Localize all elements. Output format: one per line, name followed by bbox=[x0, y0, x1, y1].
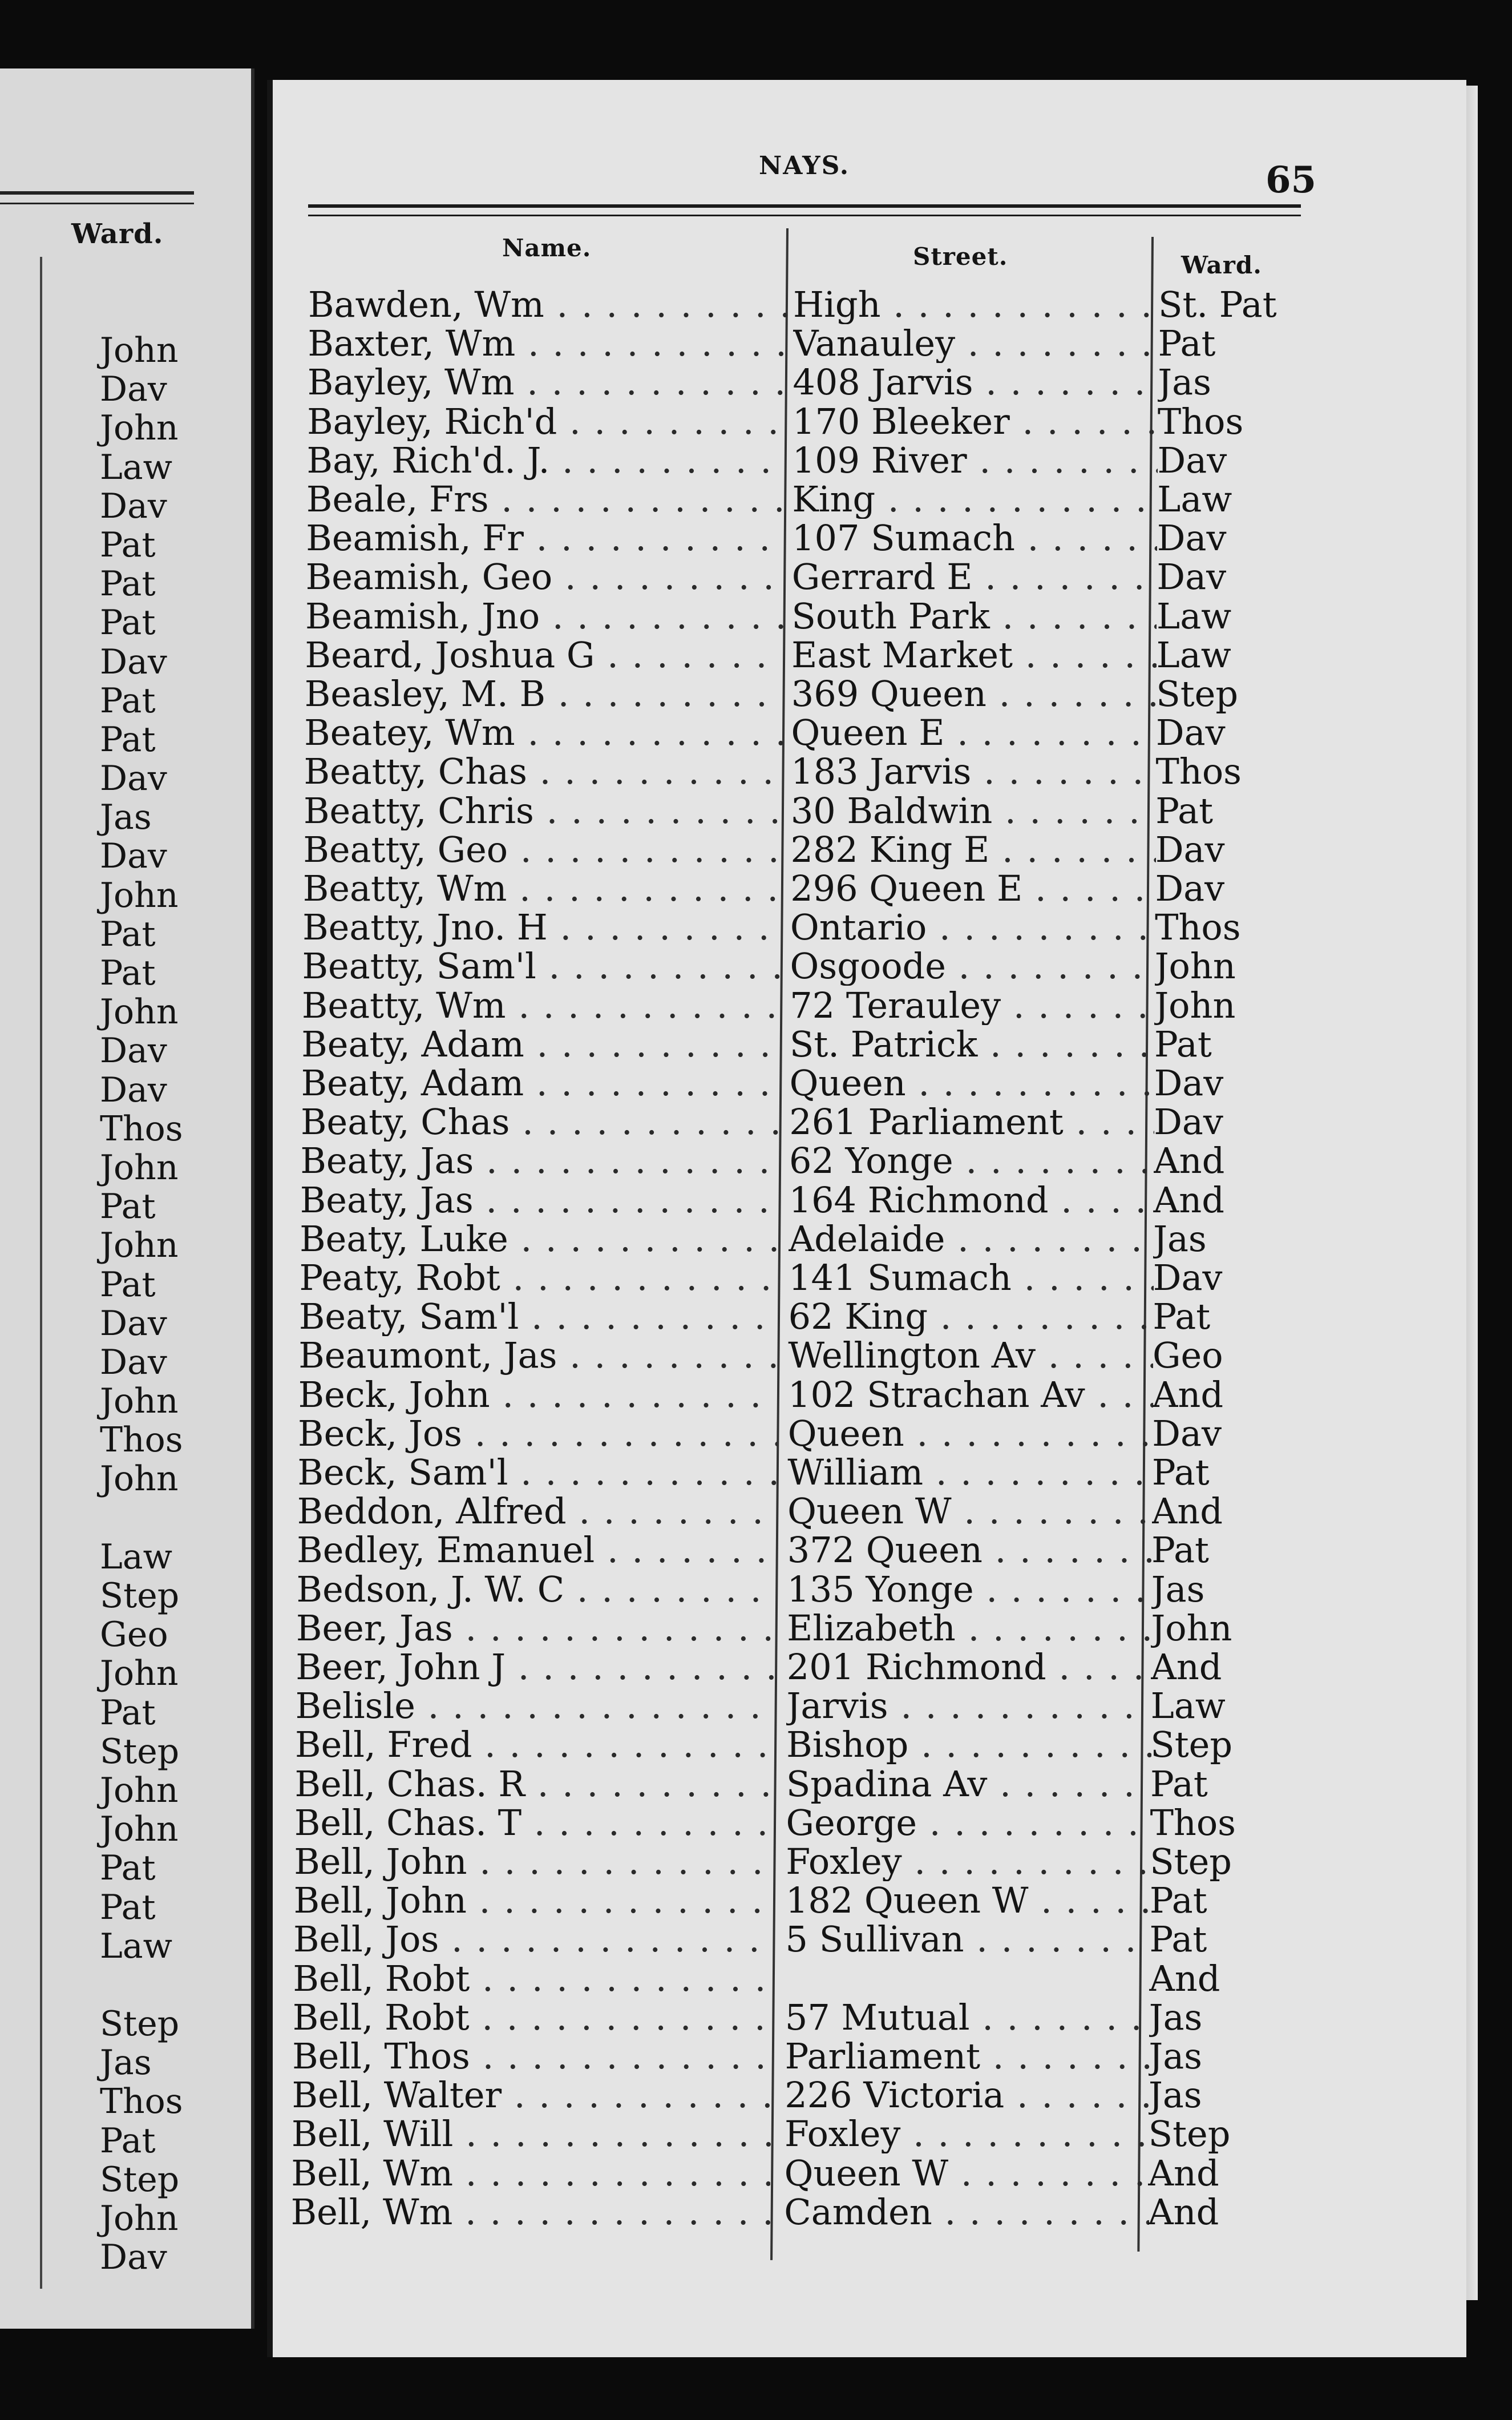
entry-street: Vanauley . . . bbox=[793, 324, 1158, 363]
entry-row bbox=[300, 1259, 1298, 1297]
entry-row bbox=[298, 1414, 1296, 1453]
entry-ward: Dav bbox=[1152, 1414, 1222, 1453]
entry-name: Bell, Robt . . . bbox=[293, 1959, 772, 1998]
entry-street: Foxley . . . bbox=[785, 2115, 1150, 2153]
entry-row bbox=[306, 519, 1304, 558]
entry-ward: Jas bbox=[1153, 1219, 1207, 1259]
entry-street: Queen W . . . bbox=[785, 2154, 1150, 2193]
entry-row bbox=[301, 1064, 1300, 1103]
left-header-rule bbox=[0, 191, 194, 204]
entry-ward: Geo bbox=[1153, 1336, 1223, 1376]
entry-row bbox=[305, 675, 1303, 713]
left-ward-item: John bbox=[100, 1225, 179, 1266]
left-ward-item: Pat bbox=[100, 680, 156, 721]
left-ward-item: Dav bbox=[100, 1303, 167, 1344]
entry-ward: Jas bbox=[1149, 2037, 1202, 2076]
entry-ward: Jas bbox=[1149, 1998, 1203, 2037]
entry-street: 62 King . . . bbox=[789, 1297, 1154, 1336]
entry-name: Beer, Jas . . . bbox=[296, 1609, 775, 1648]
entry-row bbox=[304, 713, 1303, 752]
entry-street: 170 Bleeker . . . bbox=[793, 402, 1158, 441]
entry-row bbox=[293, 1959, 1291, 1998]
entry-street: 282 King E . . . bbox=[791, 830, 1156, 869]
entry-row bbox=[293, 1920, 1292, 1959]
entry-street: 135 Yonge . . . bbox=[787, 1570, 1152, 1609]
entry-street: Foxley . . . bbox=[786, 1842, 1151, 1881]
entry-name: Bell, John . . . bbox=[294, 1881, 773, 1920]
entry-street: 164 Richmond . . . bbox=[789, 1181, 1154, 1220]
entry-street: Queen . . . bbox=[788, 1414, 1153, 1453]
entry-ward: Dav bbox=[1155, 713, 1226, 753]
header-rule bbox=[308, 204, 1301, 216]
entry-row bbox=[307, 441, 1305, 480]
entry-row bbox=[304, 792, 1302, 830]
left-ward-item: Pat bbox=[100, 564, 156, 604]
left-ward-item: Thos bbox=[100, 2082, 183, 2122]
entry-ward: Step bbox=[1156, 675, 1239, 713]
entry-name: Bedson, J. W. C . . . bbox=[297, 1570, 776, 1609]
entry-name: Bayley, Wm . . . bbox=[308, 363, 787, 402]
left-ward-item: Dav bbox=[100, 759, 167, 799]
entry-ward: Pat bbox=[1151, 1531, 1209, 1570]
entry-row bbox=[294, 1842, 1292, 1881]
entry-name: Bell, Chas. T . . . bbox=[294, 1804, 774, 1842]
entry-street: William . . . bbox=[787, 1453, 1153, 1492]
left-ward-item: John bbox=[100, 1770, 179, 1810]
entry-street: Elizabeth . . . bbox=[787, 1609, 1152, 1648]
left-ward-list bbox=[100, 331, 183, 2277]
entry-name: Beck, Jos . . . bbox=[298, 1414, 777, 1453]
left-ward-item: Pat bbox=[100, 1887, 156, 1927]
entry-street: Parliament . . . bbox=[785, 2037, 1150, 2076]
entry-street: 226 Victoria . . . bbox=[785, 2076, 1150, 2115]
entry-street: Camden . . . bbox=[784, 2193, 1149, 2232]
entry-row bbox=[305, 636, 1303, 675]
entry-ward: Pat bbox=[1149, 1920, 1207, 1959]
entry-row bbox=[298, 1376, 1297, 1414]
entry-street: Bishop . . . bbox=[786, 1725, 1151, 1764]
entry-ward: Pat bbox=[1154, 1025, 1212, 1064]
entry-street: Gerrard E . . . bbox=[792, 558, 1157, 596]
entry-row bbox=[307, 402, 1305, 441]
entry-name: Beasley, M. B . . . bbox=[305, 675, 784, 713]
left-ward-item: Pat bbox=[100, 719, 156, 760]
entry-row bbox=[294, 1765, 1293, 1804]
left-ward-item: Dav bbox=[100, 1342, 167, 1382]
entry-name: Beatty, Sam'l . . . bbox=[302, 947, 781, 986]
entry-name: Beaty, Adam . . . bbox=[301, 1025, 781, 1064]
entry-street: 183 Jarvis . . . bbox=[791, 752, 1156, 791]
entry-ward: Dav bbox=[1154, 1064, 1224, 1103]
entry-street: 5 Sullivan . . . bbox=[786, 1920, 1151, 1959]
entry-ward: Step bbox=[1148, 2115, 1231, 2154]
entry-name: Beaty, Jas . . . bbox=[300, 1181, 779, 1220]
entry-row bbox=[292, 2076, 1290, 2115]
left-ward-item: Law bbox=[100, 1926, 172, 1966]
left-ward-item: Dav bbox=[100, 836, 167, 877]
entry-name: Beer, John J . . . bbox=[296, 1648, 775, 1687]
entry-ward: And bbox=[1153, 1142, 1225, 1181]
entry-name: Bell, Will . . . bbox=[292, 2115, 771, 2153]
entry-ward: And bbox=[1151, 1648, 1222, 1687]
entry-row bbox=[297, 1531, 1295, 1570]
entry-ward: John bbox=[1151, 1608, 1232, 1648]
entry-street: Adelaide . . . bbox=[789, 1220, 1154, 1259]
entry-name: Beatty, Jno. H . . . bbox=[302, 908, 782, 947]
entry-ward: Pat bbox=[1158, 324, 1216, 364]
entry-name: Bell, Wm . . . bbox=[291, 2193, 770, 2232]
entry-name: Bawden, Wm . . . bbox=[308, 285, 787, 324]
entry-row bbox=[303, 869, 1301, 908]
left-ward-item: Pat bbox=[100, 914, 156, 954]
entry-street: Ontario . . . bbox=[790, 908, 1155, 947]
left-ward-item: Thos bbox=[100, 1420, 183, 1461]
entry-ward: Thos bbox=[1150, 1803, 1236, 1842]
left-ward-item: Dav bbox=[100, 1070, 167, 1110]
entry-row bbox=[301, 1103, 1299, 1142]
entry-ward: Dav bbox=[1153, 1259, 1223, 1297]
left-ward-item: John bbox=[100, 330, 179, 370]
entry-name: Beaty, Luke . . . bbox=[300, 1220, 779, 1259]
entry-ward: And bbox=[1153, 1180, 1224, 1220]
left-ward-item: Step bbox=[100, 1576, 180, 1616]
entry-name: Beaty, Chas . . . bbox=[301, 1103, 780, 1142]
entry-ward: Step bbox=[1150, 1842, 1232, 1881]
entry-name: Beaty, Sam'l . . . bbox=[299, 1297, 778, 1336]
left-ward-item: John bbox=[100, 1381, 179, 1422]
entry-row bbox=[296, 1648, 1294, 1687]
entry-street: 30 Baldwin . . . bbox=[791, 792, 1156, 830]
name-column-header: Name. bbox=[502, 234, 592, 262]
left-ward-item: Dav bbox=[100, 642, 167, 682]
left-ward-item: Pat bbox=[100, 1187, 156, 1227]
left-ward-item: John bbox=[100, 1147, 179, 1188]
entry-street: 109 River . . . bbox=[793, 441, 1158, 480]
entry-street: South Park . . . bbox=[791, 597, 1157, 636]
running-head: NAYS. bbox=[759, 151, 850, 180]
entry-street: 408 Jarvis . . . bbox=[793, 363, 1158, 402]
entry-name: Beale, Frs . . . bbox=[306, 480, 786, 519]
entry-ward: And bbox=[1148, 2153, 1219, 2193]
entry-row bbox=[293, 1998, 1291, 2037]
entry-ward: Law bbox=[1156, 635, 1231, 675]
entry-ward: Jas bbox=[1158, 363, 1211, 402]
entry-row bbox=[308, 324, 1306, 363]
entry-name: Beatey, Wm . . . bbox=[304, 713, 783, 752]
entry-ward: Law bbox=[1150, 1687, 1226, 1726]
entry-name: Beatty, Chas . . . bbox=[304, 752, 783, 791]
left-ward-item: Pat bbox=[100, 953, 156, 993]
entry-row bbox=[297, 1570, 1295, 1609]
left-page bbox=[0, 68, 254, 2329]
entry-street: 57 Mutual . . . bbox=[785, 1998, 1150, 2037]
entry-row bbox=[296, 1687, 1294, 1725]
entry-name: Bell, Robt . . . bbox=[293, 1998, 772, 2037]
entry-street: 261 Parliament . . . bbox=[789, 1103, 1154, 1142]
entry-name: Bell, Fred . . . bbox=[295, 1725, 774, 1764]
entry-name: Beaty, Adam . . . bbox=[301, 1064, 781, 1103]
entry-ward: Thos bbox=[1157, 402, 1244, 441]
entry-name: Baxter, Wm . . . bbox=[308, 324, 787, 363]
entry-row bbox=[302, 908, 1301, 947]
entry-row bbox=[300, 1181, 1299, 1220]
entry-name: Beaty, Jas . . . bbox=[300, 1142, 779, 1180]
entry-row bbox=[292, 2115, 1290, 2153]
entry-street: St. Patrick . . . bbox=[790, 1025, 1155, 1064]
entry-row bbox=[292, 2037, 1291, 2076]
left-ward-item: Pat bbox=[100, 2120, 156, 2161]
entry-row bbox=[291, 2193, 1289, 2232]
entry-row bbox=[300, 1220, 1298, 1259]
left-ward-item: Step bbox=[100, 2004, 180, 2044]
entry-street: East Market . . . bbox=[791, 636, 1157, 675]
left-ward-item: John bbox=[100, 2199, 179, 2238]
entry-street: 62 Yonge . . . bbox=[789, 1142, 1154, 1180]
entry-ward: Pat bbox=[1150, 1764, 1208, 1804]
entry-ward: Dav bbox=[1155, 830, 1225, 869]
entry-name: Peaty, Robt . . . bbox=[300, 1259, 779, 1297]
entry-street: King . . . bbox=[792, 480, 1157, 519]
left-ward-item: Pat bbox=[100, 1848, 156, 1889]
entry-street: 296 Queen E . . . bbox=[790, 869, 1155, 908]
entry-street: High . . . bbox=[793, 285, 1158, 324]
entry-row bbox=[305, 597, 1304, 636]
left-ward-item: Jas bbox=[100, 2043, 152, 2083]
entry-ward: Law bbox=[1157, 596, 1232, 636]
entry-name: Beamish, Fr . . . bbox=[306, 519, 785, 558]
entry-ward: Pat bbox=[1149, 1881, 1207, 1921]
entry-name: Beck, John . . . bbox=[298, 1376, 778, 1414]
entry-street: Queen . . . bbox=[790, 1064, 1155, 1103]
left-ward-item: Pat bbox=[100, 1264, 156, 1305]
left-ward-item: John bbox=[100, 1459, 179, 1499]
left-ward-item bbox=[100, 1499, 183, 1538]
left-ward-item: Dav bbox=[100, 2237, 167, 2278]
entry-name: Bell, Jos . . . bbox=[293, 1920, 773, 1959]
entry-name: Bell, John . . . bbox=[294, 1842, 773, 1881]
left-ward-item: Law bbox=[100, 1536, 172, 1577]
entry-street: Spadina Av . . . bbox=[786, 1765, 1151, 1804]
entry-row bbox=[301, 1025, 1300, 1064]
entry-ward: Thos bbox=[1155, 752, 1242, 792]
entry-ward: Dav bbox=[1157, 519, 1227, 558]
entry-name: Bell, Wm . . . bbox=[291, 2154, 770, 2193]
entry-ward: And bbox=[1151, 1492, 1223, 1531]
entry-ward: John bbox=[1154, 986, 1236, 1025]
entry-ward: Step bbox=[1150, 1725, 1233, 1765]
entry-name: Bayley, Rich'd . . . bbox=[307, 402, 786, 441]
left-ward-item: Geo bbox=[100, 1615, 168, 1655]
entry-row bbox=[297, 1492, 1296, 1531]
left-ward-item: Jas bbox=[100, 797, 152, 838]
entry-ward: Pat bbox=[1151, 1453, 1210, 1492]
entry-row bbox=[308, 285, 1307, 324]
entry-ward: Pat bbox=[1155, 791, 1213, 830]
entry-name: Beamish, Jno . . . bbox=[305, 597, 785, 636]
entry-name: Beddon, Alfred . . . bbox=[297, 1492, 777, 1531]
left-ward-item: Dav bbox=[100, 369, 167, 410]
entry-street: 107 Sumach . . . bbox=[792, 519, 1157, 558]
entry-row bbox=[299, 1297, 1297, 1336]
left-ward-item: Pat bbox=[100, 1692, 156, 1733]
entry-name: Beatty, Chris . . . bbox=[304, 792, 783, 830]
entry-name: Beaumont, Jas . . . bbox=[298, 1336, 778, 1375]
entry-row bbox=[306, 480, 1305, 519]
left-ward-item: Dav bbox=[100, 486, 167, 526]
entry-name: Bay, Rich'd. J. . . . bbox=[307, 441, 786, 480]
entry-ward: Jas bbox=[1151, 1570, 1205, 1609]
entry-street: Queen W . . . bbox=[787, 1492, 1153, 1531]
entry-ward: Pat bbox=[1153, 1297, 1211, 1337]
entry-ward: And bbox=[1152, 1375, 1224, 1414]
entry-ward: And bbox=[1147, 2192, 1219, 2232]
entry-name: Beatty, Wm . . . bbox=[302, 986, 781, 1025]
entry-street: 141 Sumach . . . bbox=[789, 1259, 1154, 1297]
entry-ward: John bbox=[1154, 947, 1236, 986]
entry-street: 369 Queen . . . bbox=[791, 675, 1157, 713]
entry-street: 372 Queen . . . bbox=[787, 1531, 1153, 1570]
entry-ward: Dav bbox=[1157, 441, 1227, 480]
left-ward-item: John bbox=[100, 1809, 179, 1850]
left-ward-item: Step bbox=[100, 1731, 180, 1772]
entry-ward: Thos bbox=[1155, 908, 1241, 947]
left-ward-item: Thos bbox=[100, 1108, 183, 1149]
entry-row bbox=[308, 363, 1306, 402]
entry-name: Bell, Thos . . . bbox=[292, 2037, 771, 2076]
entry-street: George . . . bbox=[786, 1804, 1151, 1842]
street-column-header: Street. bbox=[913, 243, 1008, 271]
entry-name: Bedley, Emanuel . . . bbox=[297, 1531, 776, 1570]
left-ward-item: Pat bbox=[100, 525, 156, 565]
entry-row bbox=[302, 947, 1300, 986]
left-ward-header: Ward. bbox=[71, 218, 164, 250]
page-number: 65 bbox=[1266, 159, 1317, 201]
left-ward-item bbox=[100, 1966, 183, 2004]
entry-row bbox=[296, 1609, 1295, 1648]
entry-ward: Jas bbox=[1148, 2076, 1202, 2115]
entry-row bbox=[298, 1336, 1297, 1375]
left-ward-item: John bbox=[100, 992, 179, 1032]
entry-row bbox=[295, 1725, 1293, 1764]
left-ward-item: John bbox=[100, 875, 179, 915]
entry-street: Wellington Av . . . bbox=[788, 1336, 1153, 1375]
entry-row bbox=[294, 1804, 1293, 1842]
entry-name: Beck, Sam'l . . . bbox=[297, 1453, 777, 1492]
entry-name: Beatty, Wm . . . bbox=[303, 869, 782, 908]
left-column-divider bbox=[40, 257, 42, 2289]
entry-name: Beatty, Geo . . . bbox=[303, 830, 782, 869]
entry-street: 182 Queen W . . . bbox=[786, 1881, 1151, 1920]
entry-name: Bell, Chas. R . . . bbox=[294, 1765, 774, 1804]
ward-column-header: Ward. bbox=[1181, 251, 1262, 279]
entry-row bbox=[294, 1881, 1292, 1920]
entry-row bbox=[297, 1453, 1296, 1492]
left-ward-item: John bbox=[100, 1653, 179, 1694]
entry-name: Belisle . . . bbox=[296, 1687, 775, 1725]
entry-ward: Law bbox=[1157, 480, 1232, 519]
entry-street: Osgoode . . . bbox=[790, 947, 1155, 986]
entry-row bbox=[291, 2154, 1289, 2193]
entry-street: Jarvis . . . bbox=[786, 1687, 1151, 1725]
entry-ward: Dav bbox=[1157, 558, 1227, 597]
entry-name: Beard, Joshua G . . . bbox=[305, 636, 784, 675]
entry-street: 72 Terauley . . . bbox=[790, 986, 1155, 1025]
entry-street: 201 Richmond . . . bbox=[787, 1648, 1152, 1687]
left-ward-item: Pat bbox=[100, 603, 156, 643]
entry-name: Bell, Walter . . . bbox=[292, 2076, 771, 2115]
entry-row bbox=[306, 558, 1304, 596]
entry-ward: St. Pat bbox=[1158, 285, 1277, 324]
entry-name: Beamish, Geo . . . bbox=[306, 558, 785, 596]
entry-ward: Dav bbox=[1154, 1103, 1223, 1142]
entry-row bbox=[300, 1142, 1299, 1180]
entry-ward: And bbox=[1149, 1959, 1220, 1998]
left-ward-item: John bbox=[100, 408, 179, 449]
entry-row bbox=[302, 986, 1300, 1025]
entry-row bbox=[304, 752, 1303, 791]
left-ward-item: Dav bbox=[100, 1031, 167, 1071]
left-ward-item: Step bbox=[100, 2159, 180, 2200]
entry-ward: Dav bbox=[1155, 869, 1225, 908]
entry-street: Queen E . . . bbox=[791, 713, 1156, 752]
entry-row bbox=[303, 830, 1301, 869]
entry-street: 102 Strachan Av . . . bbox=[788, 1376, 1153, 1414]
left-ward-item: Law bbox=[100, 447, 172, 487]
